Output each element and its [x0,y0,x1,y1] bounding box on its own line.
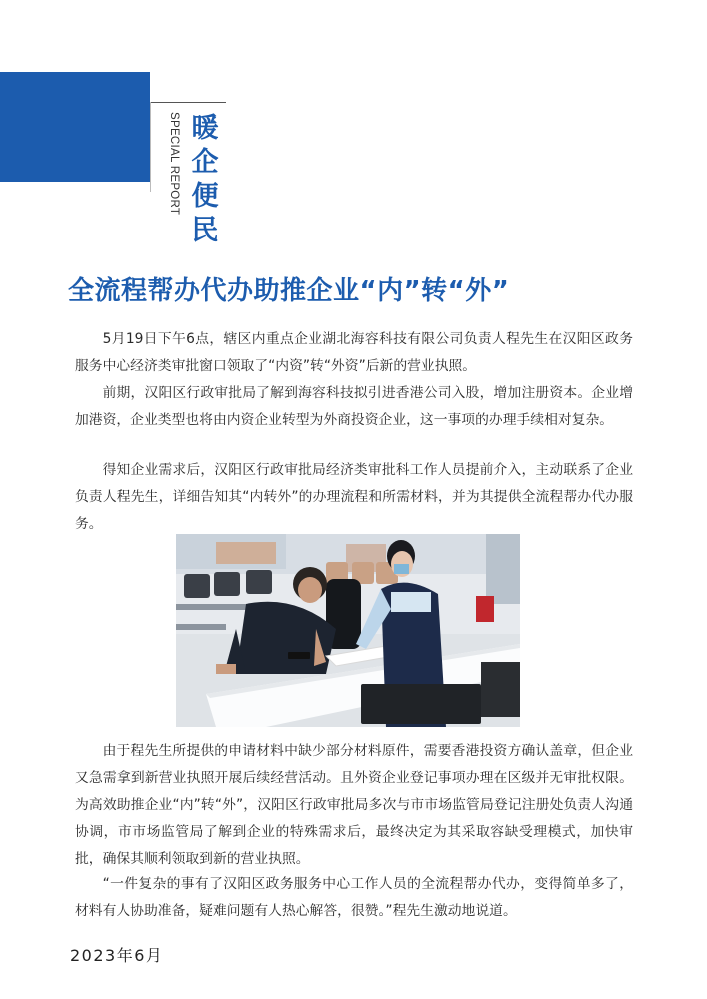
issue-date: 2023年6月 [70,946,164,965]
article-paragraph: 5月19日下午6点，辖区内重点企业湖北海容科技有限公司负责人程先生在汉阳区政务服务中心经济类审批窗口领取了“内资”转“外资”后新的营业执照。 [75,331,633,374]
section-title-char: 便 [191,181,219,212]
header-color-block [0,72,150,182]
section-title-char: 民 [191,215,219,246]
section-title-char: 企 [191,147,219,178]
header-divider [150,102,151,192]
article-paragraph: 得知企业需求后，汉阳区行政审批局经济类审批科工作人员提前介入，主动联系了企业负责人程先生，详细告知其“内转外”的办理流程和所需材料，并为其提供全流程帮办代办服务。 [75,462,633,532]
section-label-en: SPECIAL REPORT [168,112,180,216]
article-photo [176,534,520,727]
article-paragraph: 前期，汉阳区行政审批局了解到海容科技拟引进香港公司入股，增加注册资本。企业增加港资，企业类型也将由内资企业转型为外商投资企业，这一事项的办理手续相对复杂。 [75,385,633,428]
article-headline: 全流程帮办代办助推企业“内”转“外” [68,276,510,306]
header-rule [150,102,226,103]
section-title-char: 暖 [191,113,219,144]
article-paragraph: 由于程先生所提供的申请材料中缺少部分材料原件，需要香港投资方确认盖章，但企业又急需拿到新营业执照开展后续经营活动。且外资企业登记事项办理在区级并无审批权限。为高效助推企业“内”转“外”，汉阳区行政审批局多次与市市场监管局登记注册处负责人沟通协调，市市场监管局了解到企业的特殊需求后，最终决定为其采取容缺受理模式，加快审批，确保其顺利领取到新的营业执照。 [75,743,633,867]
section-title [188,112,222,248]
article-paragraph: “一件复杂的事有了汉阳区政务服务中心工作人员的全流程帮办代办，变得简单多了，材料有人协助准备，疑难问题有人热心解答，很赞。”程先生激动地说道。 [75,876,633,919]
